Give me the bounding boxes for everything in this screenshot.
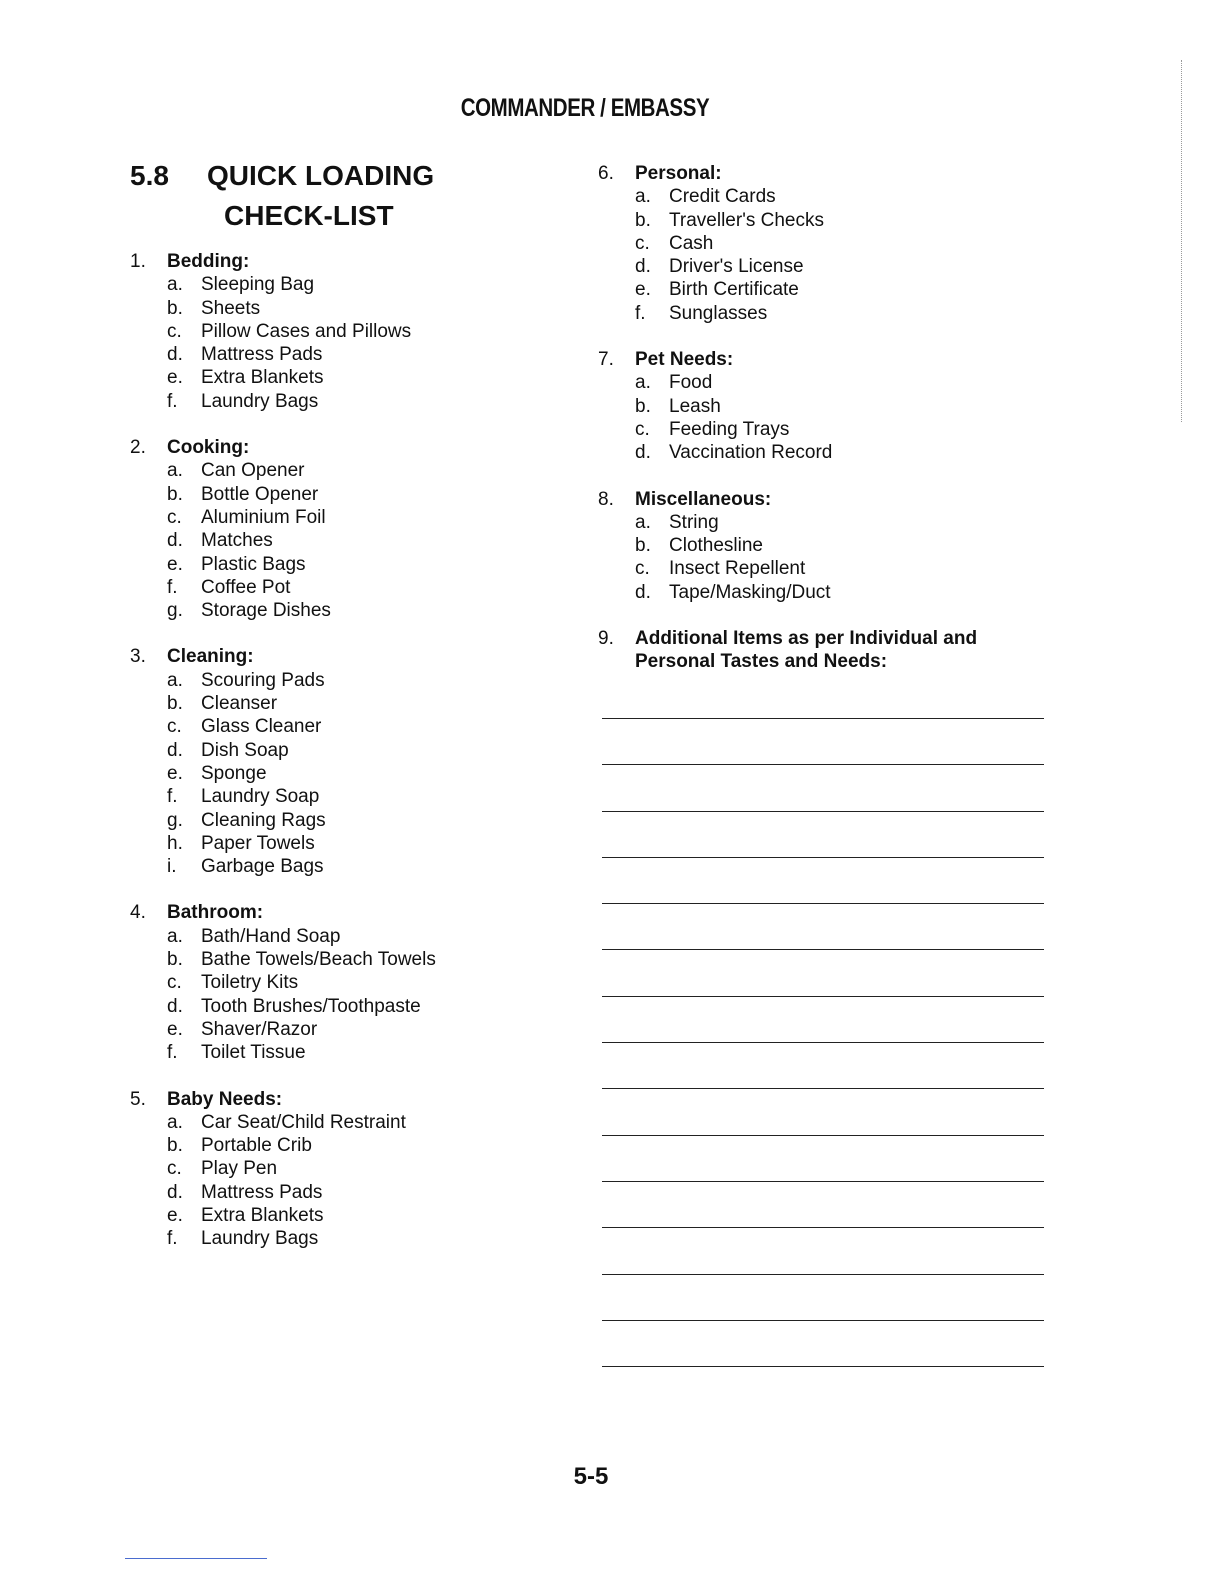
group-heading	[130, 901, 570, 924]
item-text: Credit Cards	[669, 186, 776, 208]
checklist-item	[598, 557, 1058, 580]
checklist-item	[130, 1204, 570, 1227]
checklist-group	[130, 901, 570, 1064]
item-letter: d.	[167, 1181, 183, 1203]
item-text: Bottle Opener	[201, 483, 319, 505]
checklist-item	[130, 809, 570, 832]
item-letter: e.	[167, 367, 183, 389]
item-letter: d.	[635, 256, 651, 278]
group-title: Miscellaneous:	[635, 488, 772, 510]
checklist-item	[598, 395, 1058, 418]
item-text: Storage Dishes	[201, 600, 331, 622]
item-text: Driver's License	[669, 256, 804, 278]
checklist-group	[598, 348, 1058, 464]
checklist-item	[130, 553, 570, 576]
scan-edge-rule	[1181, 60, 1182, 422]
item-text: Coffee Pot	[201, 576, 291, 598]
item-text: Toiletry Kits	[201, 972, 299, 994]
write-in-line[interactable]	[602, 1088, 1044, 1134]
item-letter: b.	[167, 297, 183, 319]
checklist-item	[598, 185, 1058, 208]
item-letter: b.	[635, 395, 651, 417]
item-text: Food	[669, 372, 713, 394]
item-letter: b.	[167, 949, 183, 971]
item-letter: a.	[167, 925, 183, 947]
item-text: Sponge	[201, 762, 267, 784]
item-letter: g.	[167, 809, 183, 831]
item-letter: a.	[167, 1111, 183, 1133]
item-letter: d.	[167, 739, 183, 761]
item-letter: f.	[167, 390, 178, 412]
item-text: Birth Certificate	[669, 279, 799, 301]
group-title: Baby Needs:	[167, 1088, 283, 1110]
item-letter: a.	[635, 511, 651, 533]
checklist-item	[130, 1181, 570, 1204]
write-in-line[interactable]	[602, 1227, 1044, 1273]
group-number: 5.	[130, 1088, 146, 1110]
checklist-item	[130, 343, 570, 366]
item-letter: d.	[167, 995, 183, 1017]
item-text: Laundry Bags	[201, 390, 319, 412]
write-in-line[interactable]	[602, 1181, 1044, 1227]
group-number: 6.	[598, 163, 614, 184]
item-letter: f.	[167, 1228, 178, 1250]
item-text: Dish Soap	[201, 739, 289, 761]
group-title: Personal:	[635, 163, 722, 184]
write-in-line[interactable]	[602, 1366, 1044, 1412]
item-text: Toilet Tissue	[201, 1042, 306, 1064]
item-letter: a.	[635, 186, 651, 208]
item-letter: e.	[167, 553, 183, 575]
group-number: 7.	[598, 349, 614, 371]
item-letter: d.	[635, 442, 651, 464]
checklist-item	[130, 320, 570, 343]
item-text: Garbage Bags	[201, 856, 324, 878]
checklist-item	[130, 1157, 570, 1180]
group-heading	[598, 488, 1058, 511]
item-text: Tape/Masking/Duct	[669, 581, 831, 603]
write-in-line[interactable]	[602, 718, 1044, 764]
checklist-item	[130, 273, 570, 296]
item-text: Feeding Trays	[669, 418, 790, 440]
checklist-item	[130, 785, 570, 808]
item-letter: c.	[635, 558, 650, 580]
write-in-line[interactable]	[602, 903, 1044, 949]
group-heading	[130, 250, 570, 273]
group-number: 9.	[598, 628, 614, 650]
group-heading	[130, 436, 570, 459]
item-letter: a.	[167, 274, 183, 296]
checklist-group	[130, 645, 570, 878]
item-letter: a.	[167, 669, 183, 691]
item-text: Vaccination Record	[669, 442, 833, 464]
item-letter: b.	[167, 693, 183, 715]
item-text: Clothesline	[669, 535, 763, 557]
checklist-item	[130, 995, 570, 1018]
group-heading	[598, 162, 1058, 185]
write-in-line[interactable]	[602, 1274, 1044, 1320]
item-letter: c.	[167, 716, 182, 738]
write-in-line[interactable]	[602, 1135, 1044, 1181]
checklist-group	[598, 162, 1058, 325]
write-in-line[interactable]	[602, 1320, 1044, 1366]
checklist-item	[598, 278, 1058, 301]
checklist-item	[130, 715, 570, 738]
checklist-item	[130, 1041, 570, 1064]
item-letter: e.	[167, 762, 183, 784]
checklist-group	[130, 250, 570, 413]
footer-rule	[125, 1558, 267, 1559]
item-text: Sleeping Bag	[201, 274, 315, 296]
checklist-group-additional	[598, 627, 1058, 674]
write-in-line[interactable]	[602, 857, 1044, 903]
item-text: Cleanser	[201, 693, 278, 715]
right-checklist-column	[598, 162, 1058, 697]
item-text: Sheets	[201, 297, 261, 319]
item-letter: f.	[167, 576, 178, 598]
group-number: 3.	[130, 646, 146, 668]
group-title: Pet Needs:	[635, 349, 734, 371]
item-text: Tooth Brushes/Toothpaste	[201, 995, 421, 1017]
item-text: Mattress Pads	[201, 1181, 323, 1203]
item-text: Portable Crib	[201, 1135, 312, 1157]
checklist-item	[130, 390, 570, 413]
checklist-item	[130, 692, 570, 715]
item-letter: e.	[635, 279, 651, 301]
group-heading	[130, 645, 570, 668]
item-letter: b.	[167, 1135, 183, 1157]
checklist-item	[598, 418, 1058, 441]
checklist-item	[130, 1111, 570, 1134]
checklist-item	[130, 366, 570, 389]
item-text: Play Pen	[201, 1158, 278, 1180]
checklist-item	[130, 669, 570, 692]
group-heading	[598, 348, 1058, 371]
item-text: Sunglasses	[669, 302, 768, 324]
item-text: Insect Repellent	[669, 558, 806, 580]
item-text: Can Opener	[201, 460, 305, 482]
group-title: Cooking:	[167, 437, 250, 459]
item-letter: b.	[635, 209, 651, 231]
item-text: Plastic Bags	[201, 553, 306, 575]
item-text: Bathe Towels/Beach Towels	[201, 949, 436, 971]
page-number: 5-5	[573, 1463, 609, 1490]
checklist-item	[130, 1018, 570, 1041]
checklist-item	[130, 739, 570, 762]
checklist-item	[130, 599, 570, 622]
item-letter: c.	[167, 320, 182, 342]
checklist-item	[598, 302, 1058, 325]
item-letter: b.	[167, 483, 183, 505]
checklist-item	[130, 948, 570, 971]
group-title-line2: Personal Tastes and Needs:	[635, 651, 888, 673]
item-letter: d.	[167, 344, 183, 366]
checklist-item	[130, 529, 570, 552]
checklist-item	[130, 855, 570, 878]
item-letter: g.	[167, 600, 183, 622]
checklist-item	[130, 1227, 570, 1250]
item-text: Glass Cleaner	[201, 716, 322, 738]
item-letter: a.	[635, 372, 651, 394]
checklist-item	[598, 371, 1058, 394]
write-in-line[interactable]	[602, 764, 1044, 810]
checklist-item	[130, 1134, 570, 1157]
checklist-item	[130, 483, 570, 506]
group-title-line1: Additional Items as per Individual and	[635, 628, 978, 650]
checklist-item	[130, 506, 570, 529]
checklist-item	[130, 971, 570, 994]
checklist-item	[130, 925, 570, 948]
item-text: Aluminium Foil	[201, 506, 326, 528]
group-title: Bathroom:	[167, 902, 264, 924]
item-text: Matches	[201, 530, 273, 552]
item-text: Mattress Pads	[201, 344, 323, 366]
item-text: Laundry Soap	[201, 786, 320, 808]
item-text: Scouring Pads	[201, 669, 325, 691]
checklist-group	[598, 488, 1058, 604]
item-text: Shaver/Razor	[201, 1018, 318, 1040]
section-number: 5.8	[130, 160, 169, 191]
item-letter: c.	[635, 418, 650, 440]
item-text: Traveller's Checks	[669, 209, 824, 231]
item-text: Cleaning Rags	[201, 809, 326, 831]
checklist-item	[598, 255, 1058, 278]
group-title: Cleaning:	[167, 646, 254, 668]
checklist-item	[598, 511, 1058, 534]
left-checklist-column	[130, 250, 570, 1274]
item-text: Pillow Cases and Pillows	[201, 320, 412, 342]
item-text: Extra Blankets	[201, 1204, 324, 1226]
checklist-item	[598, 209, 1058, 232]
item-letter: d.	[167, 530, 183, 552]
checklist-item	[130, 576, 570, 599]
section-title-line1: QUICK LOADING	[207, 160, 435, 191]
item-letter: c.	[167, 972, 182, 994]
item-letter: i.	[167, 856, 177, 878]
checklist-item	[130, 762, 570, 785]
item-letter: h.	[167, 832, 183, 854]
item-text: Car Seat/Child Restraint	[201, 1111, 406, 1133]
checklist-item	[598, 441, 1058, 464]
checklist-item	[130, 832, 570, 855]
item-letter: b.	[635, 535, 651, 557]
item-text: Bath/Hand Soap	[201, 925, 341, 947]
section-title-line2: CHECK-LIST	[224, 200, 394, 231]
group-number: 8.	[598, 488, 614, 510]
item-text: Paper Towels	[201, 832, 315, 854]
group-title: Bedding:	[167, 251, 250, 272]
group-heading	[130, 1088, 570, 1111]
item-letter: c.	[635, 232, 650, 254]
group-number: 4.	[130, 902, 146, 924]
write-in-line[interactable]	[602, 996, 1044, 1042]
item-letter: c.	[167, 1158, 182, 1180]
item-letter: c.	[167, 506, 182, 528]
item-text: String	[669, 511, 719, 533]
checklist-item	[130, 459, 570, 482]
write-in-line[interactable]	[602, 811, 1044, 857]
checklist-group	[130, 436, 570, 622]
item-text: Leash	[669, 395, 721, 417]
item-letter: f.	[167, 1042, 178, 1064]
write-in-lines[interactable]	[602, 718, 1044, 1412]
item-letter: e.	[167, 1204, 183, 1226]
checklist-item	[598, 534, 1058, 557]
checklist-item	[130, 297, 570, 320]
group-number: 1.	[130, 251, 146, 272]
item-text: Extra Blankets	[201, 367, 324, 389]
group-number: 2.	[130, 437, 146, 459]
item-letter: a.	[167, 460, 183, 482]
checklist-group	[130, 1088, 570, 1251]
item-letter: e.	[167, 1018, 183, 1040]
item-letter: f.	[167, 786, 178, 808]
item-letter: f.	[635, 302, 646, 324]
checklist-item	[598, 232, 1058, 255]
item-text: Laundry Bags	[201, 1228, 319, 1250]
write-in-line[interactable]	[602, 949, 1044, 995]
write-in-line[interactable]	[602, 1042, 1044, 1088]
item-letter: d.	[635, 581, 651, 603]
page-header-title: COMMANDER / EMBASSY	[460, 94, 710, 122]
checklist-item	[598, 581, 1058, 604]
item-text: Cash	[669, 232, 714, 254]
